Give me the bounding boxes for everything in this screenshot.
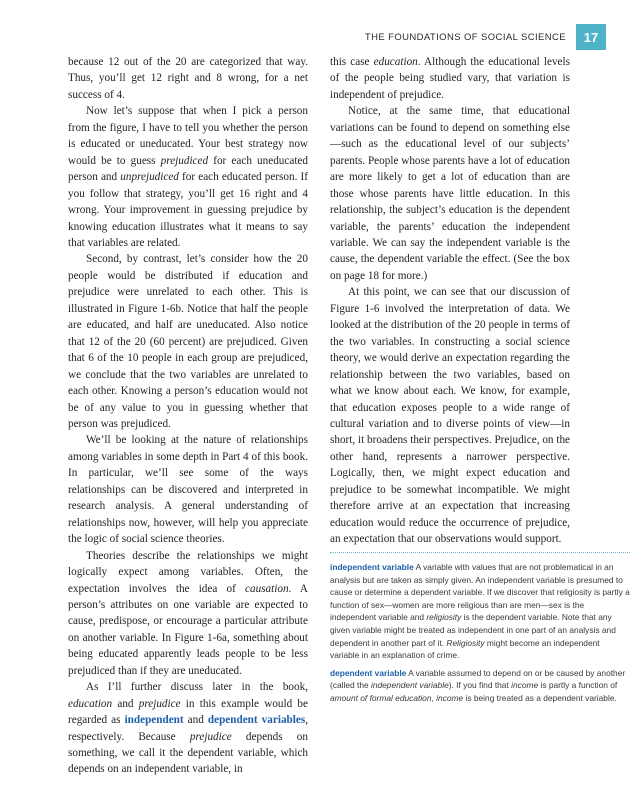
glossary-term: dependent variable <box>330 667 407 678</box>
emphasis: education <box>373 56 418 68</box>
paragraph: Second, by contrast, let’s consider how the 20 people would be distributed if education and prejudice were unrelated to each other. This is illustrated in Figure 1-6b. Notice that half the people are educated, and half are uneducated. Also notice that 12 of the 20 (60 percent) are prejudiced. Given that 6 of the 10 people in each group are prejudiced, we conclude that the two variables are unrelated to each other. Knowing a person’s education would not be of any value to you in guessing whether that person was prejudiced. <box>68 253 308 430</box>
emphasis: prejudiced <box>160 154 209 167</box>
emphasis: prejudice <box>189 730 232 743</box>
paragraph: At this point, we can see that our discussion of Figure 1-6 involved the interpretation of data. We looked at the distribution of the 20 people in terms of the two variables. In constructing a social science theory, we would derive an expectation regarding the relationship between the two variables, based on what we know about each. We know, for example, that education exposes people to a wide range of cultural variation and to diverse points of view—in short, it broadens their perspectives. Prejudice, on the other hand, represents a narrower perspective. Logically, then, we might expect education and prejudice to be somewhat incompatible. We might therefore arrive at an expectation that increasing education would reduce the occurrence of prejudice, an expectation that our observations would support. <box>330 286 570 546</box>
keyword-dependent-variables: dependent variables <box>207 714 306 727</box>
paragraph: because 12 out of the 20 are categorized that way. Thus, you’ll get 12 right and 8 wrong, for a net success of 4. <box>68 56 308 101</box>
emphasis: education <box>68 697 113 710</box>
paragraph: Notice, at the same time, that educational variations can be found to depend on something else—such as the educational level of our subjects’ parents. People whose parents have a lot of education are more likely to get a lot of education than are those whose parents have little education. In this relationship, the subject’s education is the dependent variable, the parents’ education the independent variable. We can say the independent variable is the cause, the dependent variable the effect. (See the box on page 18 for more.) <box>330 105 570 282</box>
paragraph: As I’ll further discuss later in the book, education and prejudice in this example would be regarded as independent and dependent variables, respectively. Because prejudice depends on something, we call it the dependent variable, which depends on an independent variable, in <box>68 681 308 776</box>
page-number-badge: 17 <box>576 24 606 50</box>
running-head: THE FOUNDATIONS OF SOCIAL SCIENCE <box>364 31 566 43</box>
paragraph: We’ll be looking at the nature of relationships among variables in some depth in Part 4 of this book. In particular, we’ll see some of the ways relationships can be discovered and interpreted in research analysis. A general understanding of relationships now, however, will help you appreciate the logic of social science theories. <box>68 434 308 546</box>
glossary-term: independent variable <box>330 562 414 572</box>
right-column <box>330 54 570 548</box>
paragraph: Theories describe the relationships we might logically expect among variables. Often, the expectation involves the idea of causation. A person’s attributes on one variable are expected to cause, predispose, or encourage a particular attribute on another variable. In Figure 1-6a, something about being educated apparently leads people to be less prejudiced than if they are uneducated. <box>68 549 308 677</box>
glossary-box <box>330 552 630 710</box>
emphasis: causation <box>245 582 289 595</box>
glossary-entry-dependent: dependent variable A variable assumed to depend on or be caused by another (called the independent variable). If you find that income is partly a function of amount of formal education, income is being treated as a dependent variable. <box>330 667 626 703</box>
paragraph: this case education. Although the educational levels of the people being studied vary, that variation is independent of prejudice. <box>330 56 570 101</box>
page-header <box>365 24 606 50</box>
emphasis: unprejudiced <box>120 171 179 184</box>
emphasis: prejudice <box>138 697 181 710</box>
paragraph: Now let’s suppose that when I pick a person from the figure, I have to tell you whether the person is educated or uneducated. Your best strategy now would be to guess prejudiced for each uneducated person and unprejudiced for each educated person. If you follow that strategy, you’ll get 16 right and 4 wrong. Your improvement in guessing prejudice by knowing education illustrates what it means to say that variables are related. <box>68 105 308 249</box>
left-column <box>68 54 308 778</box>
glossary-entry-independent: independent variable A variable with values that are not problematical in an analysis but are taken as simply given. An independent variable is presumed to cause or determine a dependent variable. If we discover that religiosity is partly a function of sex—women are more religious than are men—sex is the independent variable and religiosity is the dependent variable. Note that any given variable might be treated as independent in one part of an analysis and dependent in another part of it. Religiosity might become an independent variable in an explanation of crime. <box>330 562 630 661</box>
keyword-independent: independent <box>124 714 184 727</box>
